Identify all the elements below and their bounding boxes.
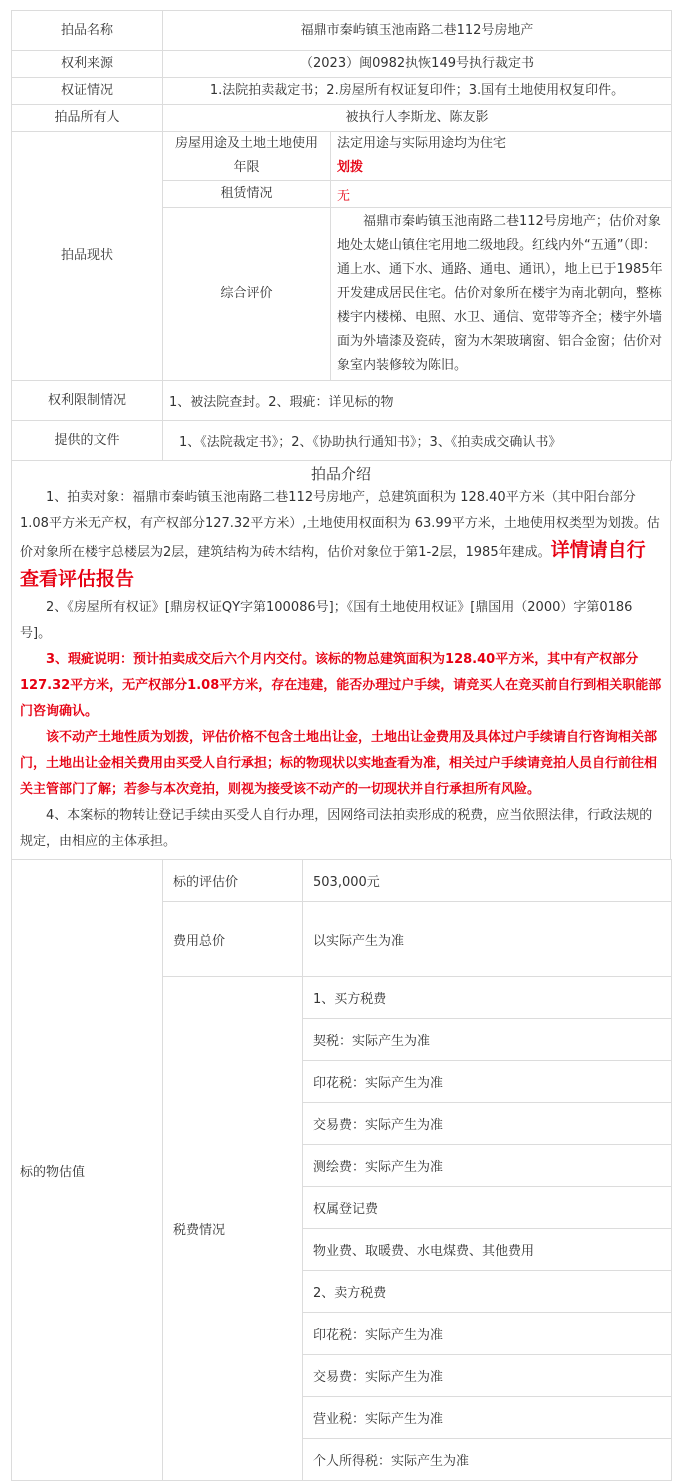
rent-label: 租赁情况 [163,181,331,208]
usage-label: 房屋用途及土地土地使用年限 [163,132,331,181]
owner-label: 拍品所有人 [12,105,163,132]
defect-notice: 3、瑕疵说明：预计拍卖成交后六个月内交付。该标的物总建筑面积为128.40平方米，其中有产权部分127.32平方米，无产权部分1.08平方米，存在违建，能否办理过户手续，请竞买人在竞买前自行到相关职能部门咨询确认。 [20,652,662,719]
intro-paragraph-1 [12,485,670,595]
intro-title: 拍品介绍 [310,465,371,483]
evaluation-value: 福鼎市秦屿镇玉池南路二巷112号房地产；估价对象地处太姥山镇住宅用地二级地段。红线内外“五通”（即：通上水、通下水、通路、通电、通讯），地上已于1985年开发建成居民住宅。估价对象所在楼宇为南北朝向，整栋楼宇内楼梯、电照、水卫、通信、宽带等齐全；楼宇外墙面为外墙漆及瓷砖，窗为木架玻璃窗、铝合金窗；估价对象室内装修较为陈旧。 [331,208,672,381]
owner-value: 被执行人李斯龙、陈友影 [163,105,672,132]
appraisal-value: 503,000元 [303,860,672,902]
intro-section [11,461,671,859]
tax-item: 印花税：实际产生为准 [303,1313,672,1355]
fee-total-label: 费用总价 [163,902,303,977]
property-info-table [11,10,672,461]
rights-source-label: 权利来源 [12,51,163,78]
intro-paragraph-1-text: 1、拍卖对象：福鼎市秦屿镇玉池南路二巷112号房地产，总建筑面积为 128.40平方米（其中阳台部分1.08平方米无产权，有产权部分127.32平方米）,土地使用权面积为 63.99平方米，土地使用权类型为划拨。估价对象所在楼宇总楼层为2层，建筑结构为砖木结构，估价对象位于第1-2层，1985年建成。 [20,490,660,560]
item-name-value: 福鼎市秦屿镇玉池南路二巷112号房地产 [163,11,672,51]
fee-total-value: 以实际产生为准 [303,902,672,977]
rights-source-value: （2023）闽0982执恢149号执行裁定书 [163,51,672,78]
certificate-label: 权证情况 [12,78,163,105]
restriction-label: 权利限制情况 [12,381,163,421]
valuation-label: 标的物估值 [12,860,163,1481]
item-name-label: 拍品名称 [12,11,163,51]
intro-paragraph-2: 2、《房屋所有权证》[鼎房权证QY字第100086号]；《国有土地使用权证》[鼎国用（2000）字第0186号]。 [20,600,633,641]
certificate-value: 1.法院拍卖裁定书；2.房屋所有权证复印件；3.国有土地使用权复印件。 [163,78,672,105]
tax-item: 交易费：实际产生为准 [303,1103,672,1145]
rent-value: 无 [331,181,672,208]
land-type-value: 划拨 [337,160,364,175]
documents-value: 1、《法院裁定书》；2、《协助执行通知书》；3、《拍卖成交确认书》 [163,421,672,461]
tax-item: 契税：实际产生为准 [303,1019,672,1061]
usage-value [331,132,672,181]
tax-item: 1、买方税费 [303,977,672,1019]
tax-item: 2、卖方税费 [303,1271,672,1313]
valuation-table [11,859,672,1481]
evaluation-label: 综合评价 [163,208,331,381]
tax-item: 物业费、取暖费、水电煤费、其他费用 [303,1229,672,1271]
status-label: 拍品现状 [12,132,163,381]
tax-item: 权属登记费 [303,1187,672,1229]
appraisal-label: 标的评估价 [163,860,303,902]
tax-label: 税费情况 [163,977,303,1481]
tax-item: 交易费：实际产生为准 [303,1355,672,1397]
intro-paragraph-4: 4、本案标的物转让登记手续由买受人自行办理，因网络司法拍卖形成的税费，应当依照法律，行政法规的规定，由相应的主体承担。 [20,808,653,849]
tax-item: 个人所得税：实际产生为准 [303,1439,672,1481]
documents-label: 提供的文件 [12,421,163,461]
see-report-notice: 详情请自行查看评估报告 [20,539,646,590]
tax-item: 营业税：实际产生为准 [303,1397,672,1439]
usage-legal-value: 法定用途与实际用途均为住宅 [337,136,507,151]
land-nature-notice: 该不动产土地性质为划拨，评估价格不包含土地出让金，土地出让金费用及具体过户手续请自行咨询相关部门，土地出让金相关费用由买受人自行承担；标的物现状以实地查看为准，相关过户手续请竞拍人员自行前往相关主管部门了解；若参与本次竞拍，则视为接受该不动产的一切现状并自行承担所有风险。 [20,730,658,797]
restriction-value: 1、被法院查封。2、瑕疵：详见标的物 [163,381,672,421]
tax-item: 印花税：实际产生为准 [303,1061,672,1103]
tax-item: 测绘费：实际产生为准 [303,1145,672,1187]
auction-detail-page [11,10,671,1481]
